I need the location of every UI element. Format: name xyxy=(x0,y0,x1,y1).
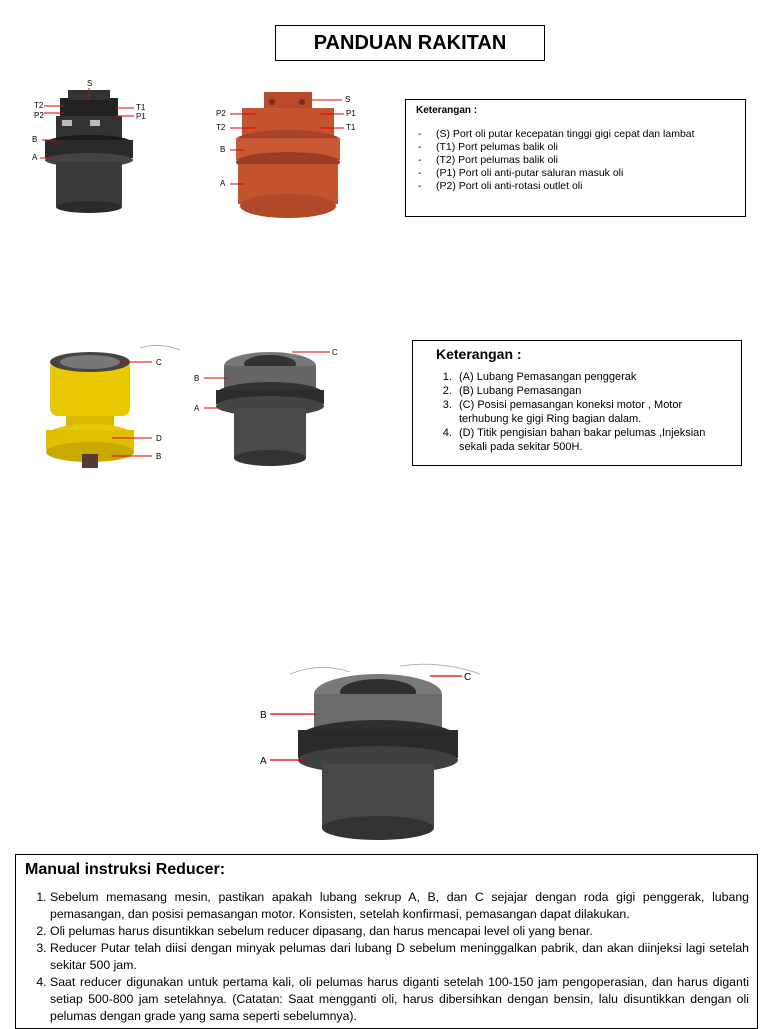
manual-title: Manual instruksi Reducer: xyxy=(25,861,226,878)
label-b: B xyxy=(32,135,38,144)
label-b: B xyxy=(194,374,200,383)
label-b: B xyxy=(220,145,226,154)
label-b: B xyxy=(156,452,162,461)
legend-item: 4. (D) Titik pengisian bahan bakar pelumas ,Injeksian sekali pada sekitar 500H. xyxy=(455,426,731,454)
manual-item: 2. Oli pelumas harus disuntikkan sebelum reducer dipasang, dan harus mencapai level oli yang benar. xyxy=(50,923,749,940)
travel-motor-black-image xyxy=(30,78,150,218)
legend-item: 1. (A) Lubang Pemasangan penggerak xyxy=(455,370,731,384)
manual-item: 1. Sebelum memasang mesin, pastikan apakah lubang sekrup A, B, dan C sejajar dengan roda gigi penggerak, lubang pemasangan, dan posisi pemasangan motor. Konsisten, setelah konfirmasi, pemasangan dapat dilakukan. xyxy=(50,889,749,923)
label-t2: T2 xyxy=(34,101,44,110)
manual-item: 3. Reducer Putar telah diisi dengan minyak pelumas dari lubang D sebelum meninggalkan pabrik, dan akan diinjeksi lagi setelah sekitar 500 jam. xyxy=(50,940,749,974)
label-a: A xyxy=(32,153,38,162)
label-p2: P2 xyxy=(34,111,44,120)
swing-reducer-yellow-image xyxy=(40,340,185,475)
label-t1: T1 xyxy=(136,103,146,112)
legend-item: - (T1) Port pelumas balik oli xyxy=(416,141,735,154)
legend-item: - (S) Port oli putar kecepatan tinggi gigi cepat dan lambat xyxy=(416,128,735,141)
label-s: S xyxy=(87,79,93,88)
label-a: A xyxy=(220,179,226,188)
label-a: A xyxy=(260,756,267,767)
label-p1: P1 xyxy=(346,109,356,118)
label-a: A xyxy=(194,404,200,413)
legend-ports xyxy=(405,99,746,217)
label-p2: P2 xyxy=(216,109,226,118)
legend-item: - (T2) Port pelumas balik oli xyxy=(416,154,735,167)
label-c: C xyxy=(464,672,472,683)
manual-instructions xyxy=(15,854,758,1029)
travel-motor-red-image xyxy=(212,84,362,224)
label-c: C xyxy=(332,348,338,357)
label-c: C xyxy=(156,358,162,367)
legend-title: Keterangan : xyxy=(416,105,478,116)
legend-mounting xyxy=(412,340,742,466)
manual-item: 4. Saat reducer digunakan untuk pertama kali, oli pelumas harus diganti setelah 100-150 jam pengoperasian, dan harus diganti setiap 500-800 jam setelahnya. (Catatan: Saat mengganti oli, harus dibersihkan dengan bensin, lalu disuntikkan dengan oli pelumas dengan grade yang sama seperti sebelumnya). xyxy=(50,974,749,1025)
label-d: D xyxy=(156,434,162,443)
page-title: PANDUAN RAKITAN xyxy=(275,25,545,61)
label-t1: T1 xyxy=(346,123,356,132)
reducer-gray-large-image xyxy=(250,660,490,850)
reducer-gray-small-image xyxy=(190,338,350,470)
label-t2: T2 xyxy=(216,123,226,132)
label-s: S xyxy=(345,95,351,104)
label-b: B xyxy=(260,710,267,721)
label-p1: P1 xyxy=(136,112,146,121)
legend-item: 2. (B) Lubang Pemasangan xyxy=(455,384,731,398)
legend-item: 3. (C) Posisi pemasangan koneksi motor , Motor terhubung ke gigi Ring bagian dalam. xyxy=(455,398,731,426)
legend-item: - (P1) Port oli anti-putar saluran masuk oli xyxy=(416,167,735,180)
legend-title: Keterangan : xyxy=(436,346,522,362)
legend-item: - (P2) Port oli anti-rotasi outlet oli xyxy=(416,180,735,193)
